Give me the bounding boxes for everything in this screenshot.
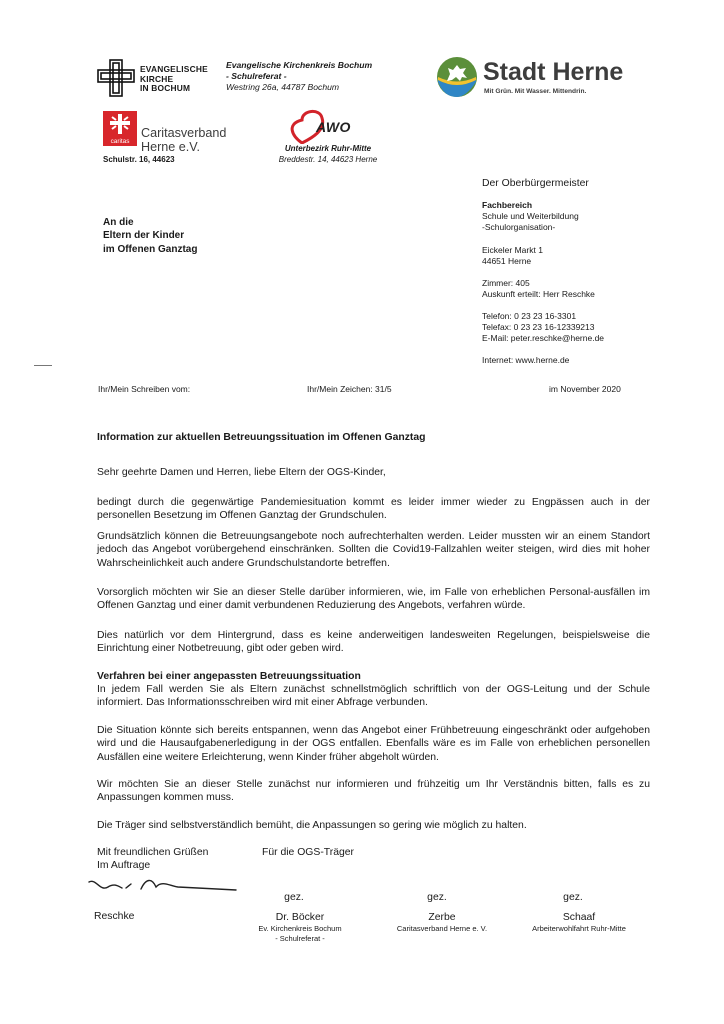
- signature-org: - Schulreferat -: [275, 933, 325, 943]
- recipient-block: [103, 216, 197, 256]
- paragraph: In jedem Fall werden Sie als Eltern zunächst schnellstmöglich schriftlich von der OGS-Leitung und der Schule informiert. Das Informationsschreiben wird mit einer Abfrage verbunden.: [97, 684, 650, 709]
- paragraph: Vorsorglich möchten wir Sie an dieser Stelle darüber informieren, wie, im Falle von erheblichen Personal-ausfällen im Offenen Ganztag und einer damit verbundenen Reduzierung des Angebots, verfahren würde.: [97, 587, 650, 612]
- section-heading: Verfahren bei einer angepassten Betreuungssituation: [97, 671, 361, 682]
- sender-city: 44651 Herne: [482, 256, 532, 266]
- signature-gez: gez.: [563, 892, 583, 903]
- recipient-line: Eltern der Kinder: [103, 230, 185, 242]
- ekb-logo: [96, 58, 226, 98]
- awo-address: Breddestr. 14, 44623 Herne: [278, 154, 378, 164]
- signature-org: Caritasverband Herne e. V.: [396, 924, 488, 933]
- horse-emblem-icon: [436, 56, 478, 98]
- signature-name: Schaaf: [562, 912, 596, 923]
- ref-letter: Ihr/Mein Schreiben vom:: [98, 384, 191, 394]
- closing-greeting: Mit freundlichen Grüßen: [97, 847, 209, 858]
- paragraph: Dies natürlich vor dem Hintergrund, dass es keine anderweitigen landesweiten Regelungen, beispielsweise die Einrichtung einer Notbetreuung, gibt oder geben wird.: [97, 630, 650, 655]
- awo-block: [266, 108, 390, 166]
- ekb-name: Evangelische Kirchenkreis Bochum: [226, 60, 373, 70]
- ekb-logo-line2: KIRCHE: [140, 73, 174, 84]
- sender-contact: Auskunft erteilt: Herr Reschke: [482, 289, 595, 299]
- paragraph: Die Situation könnte sich bereits entspannen, wenn das Angebot einer Frühbetreuung eingeschränkt oder aufgehoben wird und die Hausaufgabenerledigung in der OGS entfallen. Ebenfalls wäre es im Falle von erheblichen personellen Ausfällen eine weitere Erleichterung, wenn Kinder früher abgeholt würden.: [97, 725, 650, 763]
- paragraph: Grundsätzlich können die Betreuungsangebote noch aufrechterhalten werden. Leider mussten wir an einem Standort jedoch das Angebot vorübergehend einschränken. Sollten die Covid19-Fallzahlen weiter steigen, wird dies mit hoher Wahrscheinlichkeit auch andere Grundschulstandorte betreffen.: [97, 531, 650, 569]
- ekb-address: Westring 26a, 44787 Bochum: [226, 82, 340, 92]
- signature-name: Dr. Böcker: [275, 912, 325, 923]
- sender-title: Der Oberbürgermeister: [482, 178, 589, 189]
- signature-org: Ev. Kirchenkreis Bochum: [258, 924, 342, 933]
- recipient-line: An die: [103, 217, 134, 228]
- sender-room: Zimmer: 405: [482, 278, 530, 288]
- caritas-badge-text: caritas: [103, 138, 137, 146]
- signature-boecker: [230, 891, 370, 943]
- sender-email: E-Mail: peter.reschke@herne.de: [482, 333, 605, 343]
- letter-subject: Information zur aktuellen Betreuungssituation im Offenen Ganztag: [97, 432, 426, 443]
- sender-dept1: Schule und Weiterbildung: [482, 211, 579, 221]
- caritas-logo: [103, 111, 243, 163]
- caritas-name-line1: Caritasverband: [141, 126, 227, 140]
- salutation: Sehr geehrte Damen und Herren, liebe Eltern der OGS-Kinder,: [97, 467, 386, 478]
- ref-date: im November 2020: [549, 384, 621, 394]
- sender-fachbereich: Fachbereich: [482, 200, 533, 210]
- ekb-dept: - Schulreferat -: [226, 71, 287, 81]
- sender-phone-block: [482, 311, 604, 344]
- closing-block: [97, 846, 208, 872]
- signature-gez: gez.: [427, 892, 447, 903]
- sender-phone: Telefon: 0 23 23 16-3301: [482, 311, 577, 321]
- sender-dept2: -Schulorganisation-: [482, 222, 556, 232]
- ref-sign: Ihr/Mein Zeichen: 31/5: [307, 384, 392, 394]
- signature-name: Zerbe: [428, 912, 456, 923]
- closing-on-behalf: Im Auftrage: [97, 860, 151, 871]
- paragraph: Wir möchten Sie an dieser Stelle zunächst nur informieren und frühzeitig um Ihr Verständnis bitten, falls es zu Anpassungen kommen muss.: [97, 779, 650, 804]
- fold-mark: [34, 365, 52, 366]
- herne-logo: [436, 56, 646, 102]
- ekb-logo-line3: IN BOCHUM: [140, 83, 191, 94]
- recipient-line: im Offenen Ganztag: [103, 243, 198, 255]
- paragraph: bedingt durch die gegenwärtige Pandemiesituation kommt es leider immer wieder zu Engpässen auch in der personellen Besetzung im Offenen Ganztag der Grundschulen.: [97, 497, 650, 522]
- paragraph: Die Träger sind selbstverständlich bemüht, die Anpassungen so gering wie möglich zu halten.: [97, 820, 527, 831]
- signature-gez: gez.: [284, 892, 304, 903]
- ekb-address-block: [226, 60, 372, 93]
- sender-fax: Telefax: 0 23 23 16-12339213: [482, 322, 595, 332]
- caritas-name-line2: Herne e.V.: [141, 140, 201, 154]
- signature-zerbe: [380, 891, 504, 934]
- sender-dept-block: [482, 200, 579, 233]
- awo-logo-text: AWO: [316, 119, 351, 135]
- sender-address-block: [482, 245, 543, 267]
- church-cross-icon: [96, 58, 136, 98]
- sender-room-block: [482, 278, 595, 300]
- ekb-logo-line1: EVANGELISCHE: [140, 64, 208, 74]
- caritas-address: Schulstr. 16, 44623: [103, 155, 175, 164]
- signature-org: Arbeiterwohlfahrt Ruhr-Mitte: [532, 924, 626, 933]
- herne-logo-slogan: Mit Grün. Mit Wasser. Mittendrin.: [484, 88, 587, 95]
- herne-logo-name: Stadt Herne: [483, 58, 624, 86]
- signature-schaaf: [512, 891, 646, 934]
- closing-signer: Reschke: [94, 911, 135, 922]
- sender-internet: Internet: www.herne.de: [482, 355, 570, 365]
- awo-name: Unterbezirk Ruhr-Mitte: [284, 144, 372, 153]
- sender-street: Eickeler Markt 1: [482, 245, 543, 255]
- closing-for-carriers: Für die OGS-Träger: [262, 847, 354, 858]
